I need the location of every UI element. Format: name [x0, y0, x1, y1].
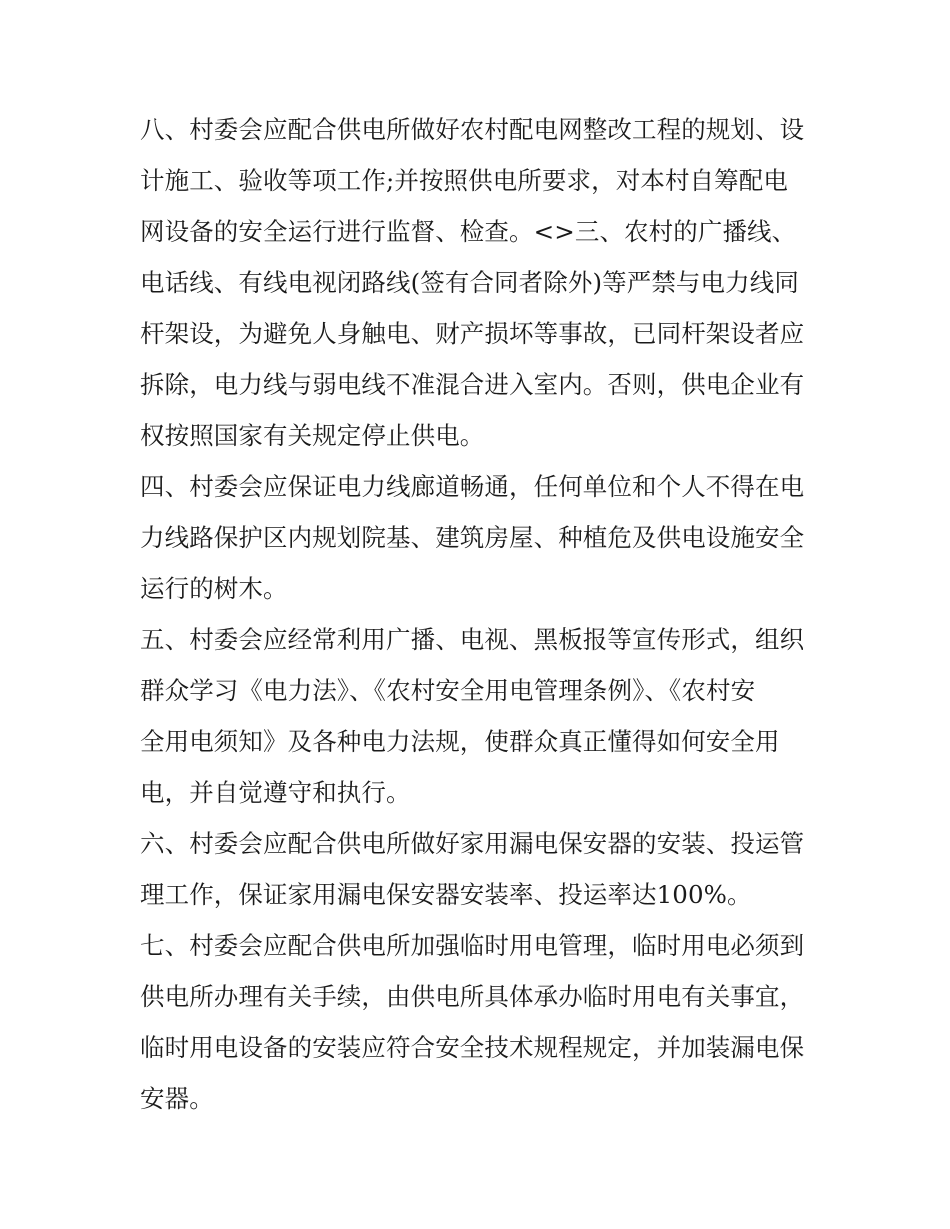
text-line: 电，并自觉遵守和执行。 [140, 778, 411, 807]
text-line: 临时用电设备的安装应符合安全技术规程规定，并加装漏电保 [140, 1033, 805, 1062]
text-line: 四、村委会应保证电力线廊道畅通，任何单位和个人不得在电 [140, 472, 805, 501]
paragraph-8 [140, 104, 812, 461]
text-line: 全用电须知》及各种电力法规，使群众真正懂得如何安全用 [140, 727, 780, 756]
text-line: 权按照国家有关规定停止供电。 [140, 421, 485, 450]
document-body [140, 104, 812, 1124]
text-line: 群众学习《电力法》、《农村安全用电管理条例》、《农村安 [140, 676, 756, 705]
text-line: 网设备的安全运行进行监督、检查。<>三、农村的广播线、 [140, 217, 797, 246]
text-line: 杆架设，为避免人身触电、财产损坏等事故，已同杆架设者应 [140, 319, 805, 348]
text-line: 运行的树木。 [140, 574, 288, 603]
text-line: 供电所办理有关手续，由供电所具体承办临时用电有关事宜， [140, 982, 805, 1011]
paragraph-7 [140, 920, 812, 1124]
text-line: 拆除，电力线与弱电线不准混合进入室内。否则，供电企业有 [140, 370, 805, 399]
paragraph-6 [140, 818, 812, 920]
text-line: 力线路保护区内规划院基、建筑房屋、种植危及供电设施安全 [140, 523, 805, 552]
paragraph-4 [140, 461, 812, 614]
text-line: 理工作，保证家用漏电保安器安装率、投运率达100%。 [140, 880, 752, 909]
text-line: 七、村委会应配合供电所加强临时用电管理，临时用电必须到 [140, 931, 805, 960]
paragraph-5 [140, 614, 812, 818]
text-line: 计施工、验收等项工作;并按照供电所要求，对本村自筹配电 [140, 166, 788, 195]
text-line: 安器。 [140, 1084, 214, 1113]
text-line: 六、村委会应配合供电所做好家用漏电保安器的安装、投运管 [140, 829, 805, 858]
text-line: 五、村委会应经常利用广播、电视、黑板报等宣传形式，组织 [140, 625, 805, 654]
text-line: 八、村委会应配合供电所做好农村配电网整改工程的规划、设 [140, 115, 805, 144]
text-line: 电话线、有线电视闭路线(签有合同者除外)等严禁与电力线同 [140, 268, 799, 297]
